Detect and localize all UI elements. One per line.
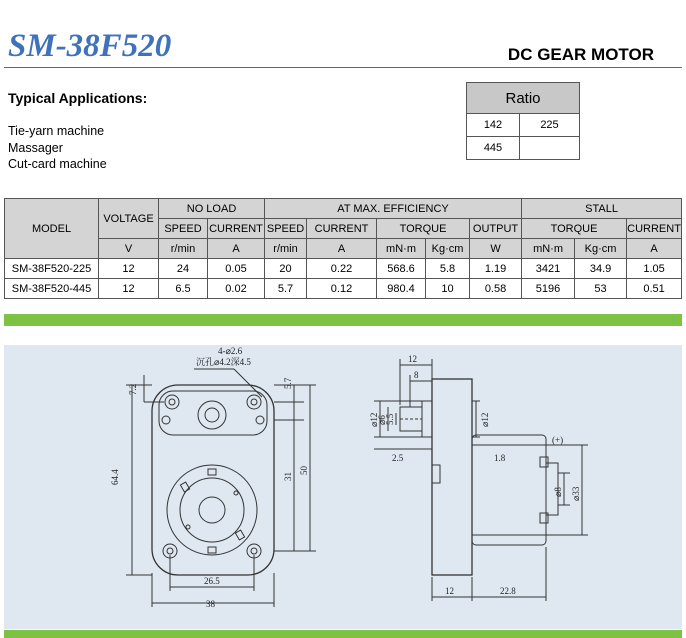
col-current: CURRENT bbox=[627, 219, 682, 239]
ratio-cell: 142 bbox=[467, 114, 520, 137]
col-current: CURRENT bbox=[307, 219, 377, 239]
spec-table bbox=[4, 198, 682, 299]
dim-boss-diameter: ⌀12 bbox=[369, 412, 379, 427]
drawing-svg bbox=[4, 345, 682, 629]
dim-gearbox-depth: 12 bbox=[445, 586, 454, 596]
cell: 0.12 bbox=[307, 279, 377, 299]
col-current: CURRENT bbox=[208, 219, 265, 239]
unit-torque-kg: Kg·cm bbox=[575, 239, 627, 259]
cell: 3421 bbox=[522, 259, 575, 279]
dim-end-diameter: ⌀8 bbox=[553, 487, 563, 497]
cell: 1.19 bbox=[470, 259, 522, 279]
cell-model: SM-38F520-445 bbox=[5, 279, 99, 299]
cell: 53 bbox=[575, 279, 627, 299]
col-speed: SPEED bbox=[265, 219, 307, 239]
group-no-load: NO LOAD bbox=[159, 199, 265, 219]
cell: 980.4 bbox=[377, 279, 426, 299]
cell: 12 bbox=[99, 259, 159, 279]
cell: 24 bbox=[159, 259, 208, 279]
unit-torque-mn: mN·m bbox=[377, 239, 426, 259]
dim-right-a: 5.7 bbox=[283, 377, 293, 389]
dim-right-c: 50 bbox=[299, 466, 309, 475]
product-title: SM-38F520 bbox=[8, 28, 172, 64]
application-item: Massager bbox=[8, 140, 63, 155]
section-divider-bottom bbox=[4, 630, 682, 638]
section-divider-top bbox=[4, 314, 682, 326]
cell: 12 bbox=[99, 279, 159, 299]
table-row bbox=[5, 259, 682, 279]
unit-torque-kg: Kg·cm bbox=[426, 239, 470, 259]
ratio-heading: Ratio bbox=[467, 83, 580, 114]
col-output: OUTPUT bbox=[470, 219, 522, 239]
cell-model: SM-38F520-225 bbox=[5, 259, 99, 279]
cell: 6.5 bbox=[159, 279, 208, 299]
dim-2-5: 2.5 bbox=[392, 453, 404, 463]
dim-right-b: 31 bbox=[283, 472, 293, 481]
cell: 0.51 bbox=[627, 279, 682, 299]
dim-boss-diameter-right: ⌀12 bbox=[480, 412, 490, 427]
cell: 1.05 bbox=[627, 259, 682, 279]
product-subtitle: DC GEAR MOTOR bbox=[507, 45, 654, 64]
unit-torque-mn: mN·m bbox=[522, 239, 575, 259]
col-speed: SPEED bbox=[159, 219, 208, 239]
dim-top-offset: 7.2 bbox=[128, 383, 138, 395]
unit-current: A bbox=[208, 239, 265, 259]
dim-hole-note: 沉孔⌀4.2深4.5 bbox=[196, 357, 251, 367]
cell: 5.8 bbox=[426, 259, 470, 279]
cell: 0.58 bbox=[470, 279, 522, 299]
ratio-table bbox=[466, 82, 580, 160]
dim-motor-length: 22.8 bbox=[500, 586, 516, 596]
unit-current: A bbox=[627, 239, 682, 259]
cell: 0.22 bbox=[307, 259, 377, 279]
ratio-cell bbox=[520, 137, 580, 160]
cell: 568.6 bbox=[377, 259, 426, 279]
cell: 5196 bbox=[522, 279, 575, 299]
unit-speed: r/min bbox=[159, 239, 208, 259]
dim-polarity: (+) bbox=[552, 435, 564, 445]
group-max-efficiency: AT MAX. EFFICIENCY bbox=[265, 199, 522, 219]
cell: 5.7 bbox=[265, 279, 307, 299]
dim-hole-count: 4-⌀2.6 bbox=[218, 346, 243, 356]
dim-1-8: 1.8 bbox=[494, 453, 506, 463]
dim-shaft-8: 8 bbox=[414, 370, 419, 380]
cell: 34.9 bbox=[575, 259, 627, 279]
unit-voltage: V bbox=[99, 239, 159, 259]
cell: 0.05 bbox=[208, 259, 265, 279]
application-item: Tie-yarn machine bbox=[8, 124, 105, 138]
col-voltage: VOLTAGE bbox=[99, 199, 159, 239]
technical-drawing bbox=[4, 345, 682, 629]
cell: 10 bbox=[426, 279, 470, 299]
dim-motor-diameter: ⌀33 bbox=[571, 486, 581, 501]
unit-output: W bbox=[470, 239, 522, 259]
ratio-cell: 445 bbox=[467, 137, 520, 160]
cell: 0.02 bbox=[208, 279, 265, 299]
dim-shaft-diameter: ⌀6 bbox=[377, 415, 387, 425]
table-row bbox=[5, 279, 682, 299]
col-torque: TORQUE bbox=[522, 219, 627, 239]
col-model: MODEL bbox=[5, 199, 99, 259]
cell: 20 bbox=[265, 259, 307, 279]
dim-flat: 5.5 bbox=[385, 413, 395, 425]
applications-list bbox=[8, 123, 107, 173]
application-item: Cut-card machine bbox=[8, 157, 107, 171]
applications-heading: Typical Applications: bbox=[8, 90, 148, 106]
dim-overall-height: 64.4 bbox=[110, 469, 120, 485]
dim-shaft-length: 12 bbox=[408, 354, 417, 364]
ratio-cell: 225 bbox=[520, 114, 580, 137]
unit-current: A bbox=[307, 239, 377, 259]
unit-speed: r/min bbox=[265, 239, 307, 259]
group-stall: STALL bbox=[522, 199, 682, 219]
col-torque: TORQUE bbox=[377, 219, 470, 239]
dim-inner-width: 26.5 bbox=[204, 576, 220, 586]
dim-overall-width: 38 bbox=[206, 599, 215, 609]
header-rule bbox=[4, 67, 682, 68]
